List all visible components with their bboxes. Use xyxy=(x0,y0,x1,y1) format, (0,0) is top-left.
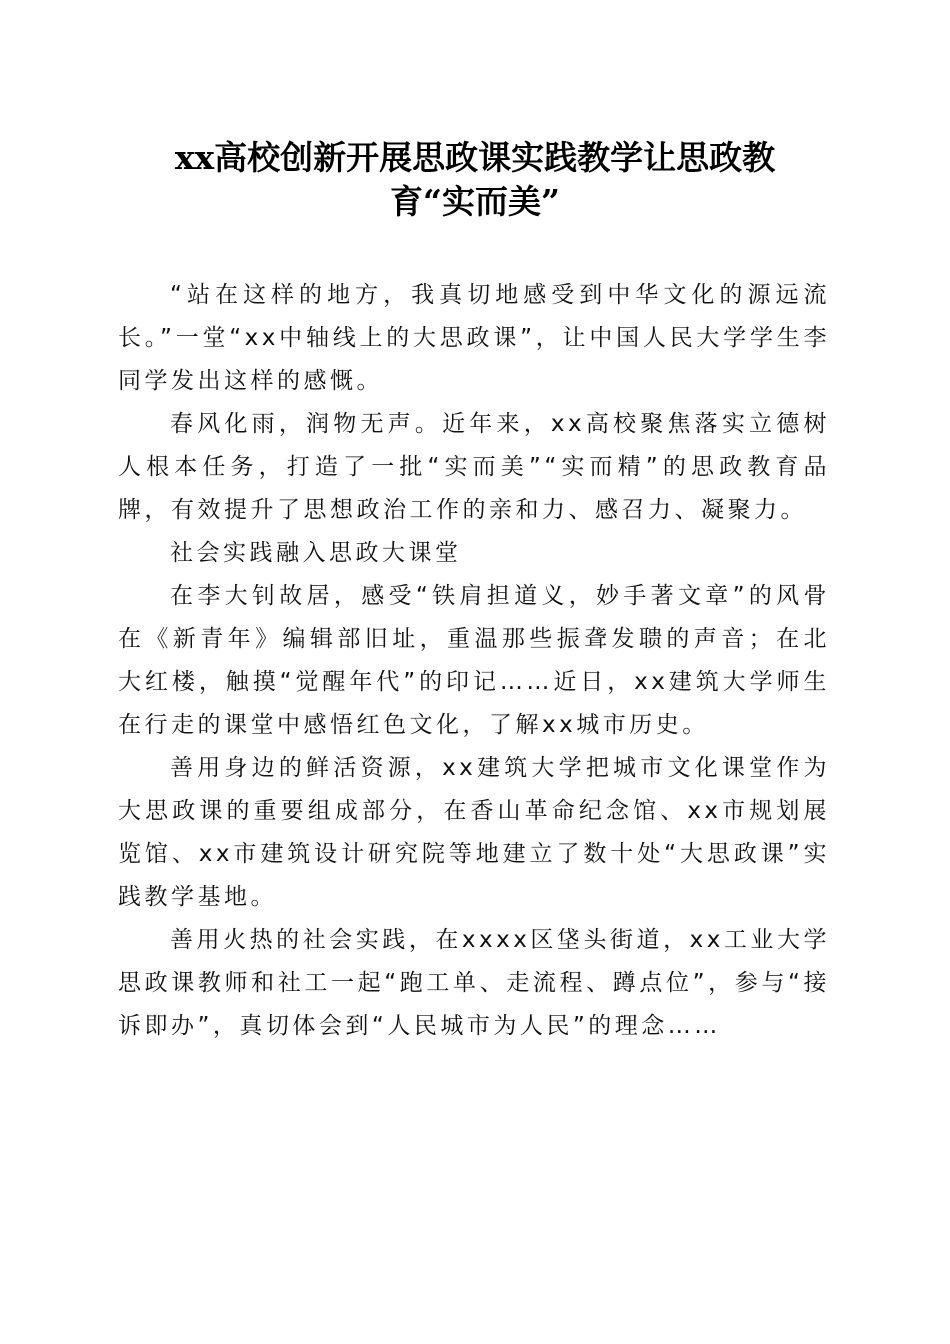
document-title xyxy=(120,136,830,224)
document-body xyxy=(118,274,830,1048)
paragraph-quote: “站在这样的地方，我真切地感受到中华文化的源远流长。”一堂“xx中轴线上的大思政课”，让中国人民大学学生李同学发出这样的感慨。 xyxy=(118,282,830,394)
paragraph-red-culture: 在李大钊故居，感受“铁肩担道义，妙手著文章”的风骨在《新青年》编辑部旧址，重温那些振聋发聩的声音；在北大红楼，触摸“觉醒年代”的印记……近日，xx建筑大学师生在行走的课堂中感悟红色文化，了解xx城市历史。 xyxy=(118,583,830,738)
title-line-1: xx高校创新开展思政课实践教学让思政教 xyxy=(174,138,776,177)
paragraph-intro: 春风化雨，润物无声。近年来，xx高校聚焦落实立德树人根本任务，打造了一批“实而美”“实而精”的思政教育品牌，有效提升了思想政治工作的亲和力、感召力、凝聚力。 xyxy=(118,411,830,523)
section-heading: 社会实践融入思政大课堂 xyxy=(170,540,462,566)
paragraph-practice: 善用火热的社会实践，在xxxx区垡头街道，xx工业大学思政课教师和社工一起“跑工单、走流程、蹲点位”，参与“接诉即办”，真切体会到“人民城市为人民”的理念…… xyxy=(118,927,830,1039)
title-line-2: 育“实而美” xyxy=(390,182,560,221)
paragraph-resources: 善用身边的鲜活资源，xx建筑大学把城市文化课堂作为大思政课的重要组成部分，在香山革命纪念馆、xx市规划展览馆、xx市建筑设计研究院等地建立了数十处“大思政课”实践教学基地。 xyxy=(118,755,830,910)
